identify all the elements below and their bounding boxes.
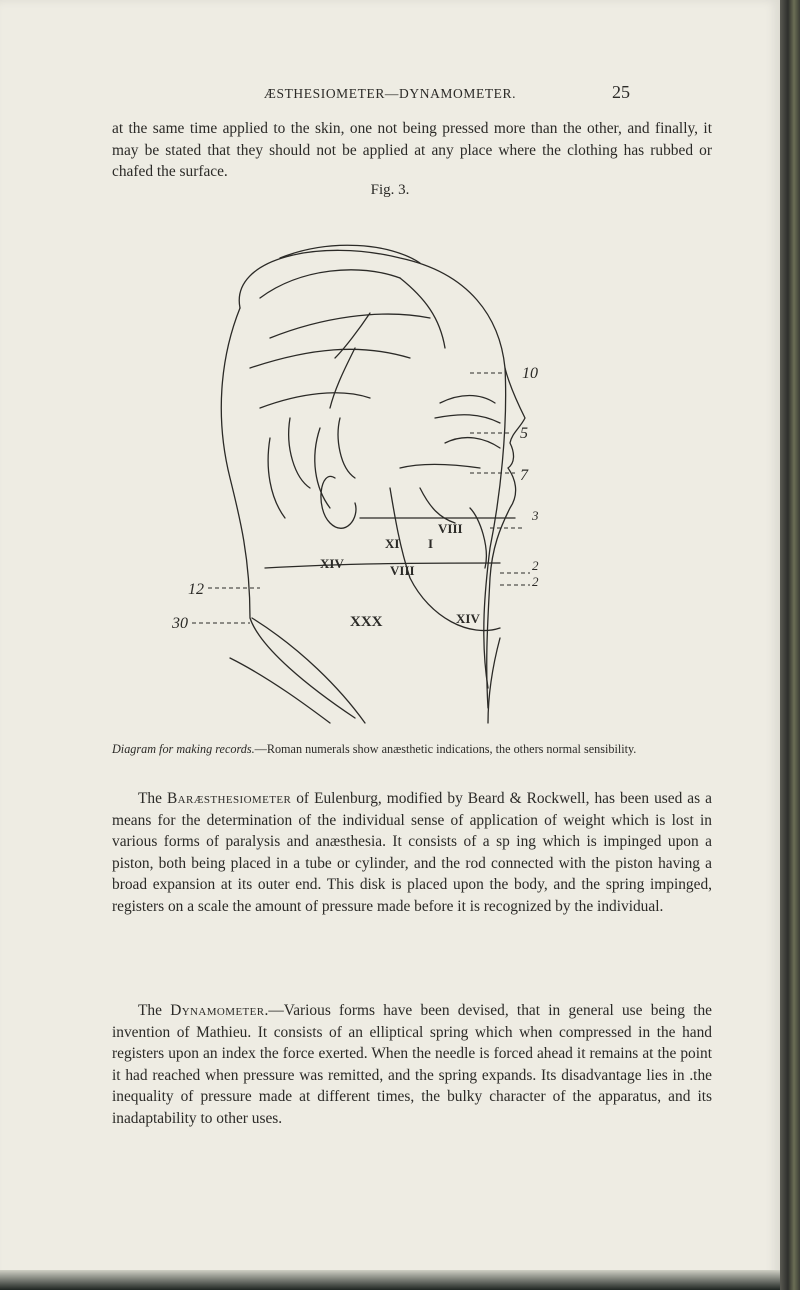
label-30: 30 [172, 615, 188, 632]
page-header [0, 82, 780, 108]
roman-viii-upper: VIII [438, 521, 463, 536]
dynamometer-paragraph [112, 1000, 712, 1130]
roman-xiv-upper: XIV [320, 556, 344, 571]
roman-xi: XI [385, 536, 400, 551]
label-5: 5 [520, 425, 528, 442]
label-3: 3 [532, 508, 539, 523]
roman-i: I [428, 536, 434, 551]
baraesthesiometer-term: Baræsthesiometer [166, 790, 292, 807]
figure-caption [112, 740, 712, 758]
label-2a: 2 [532, 558, 539, 573]
para2-lead: The [138, 1002, 171, 1019]
dynamometer-text: .—Various forms have been devised, that in general use being the invention of Mathieu. It consists of an elliptical spring which when compressed in the hand registers upon an index the force exerted. When the needle is forced ahead it remains at the point it had reached when pressure was remitted, and the spring expands. Its disadvantage lies in .the inequality of pressure made at different times, the bulky character of the apparatus, and its inadaptability to other uses. [112, 1002, 712, 1127]
caption-title: Diagram for making records. [112, 742, 255, 756]
roman-xxx: XXX [350, 614, 383, 630]
continuation-text: at the same time applied to the skin, one not being pressed more than the other, and finally, it may be stated that they should not be applied at any place where the clothing has rubbed or chafed the surface. [112, 120, 712, 181]
label-2b: 2 [532, 574, 539, 589]
caption-text: —Roman numerals show anæsthetic indications, the others normal sensibility. [254, 742, 637, 756]
running-head: ÆSTHESIOMETER—DYNAMOMETER. [263, 86, 517, 101]
head-diagram [170, 218, 610, 728]
scan-bottom-edge [0, 1270, 780, 1290]
baraesthesiometer-paragraph [112, 788, 712, 918]
roman-xiv-lower: XIV [456, 611, 480, 626]
figure-label: Fig. 3. [370, 182, 410, 198]
label-12: 12 [188, 581, 204, 598]
label-10: 10 [522, 365, 538, 382]
para1-lead: The [138, 790, 167, 807]
label-7: 7 [520, 467, 528, 484]
roman-viii-lower: VIII [390, 563, 415, 578]
book-binding-edge [780, 0, 800, 1290]
head-diagram-figure [170, 218, 610, 728]
dynamometer-term: Dynamometer [170, 1002, 265, 1019]
continuation-paragraph [112, 118, 712, 183]
page-number: 25 [612, 82, 630, 102]
back-of-head [221, 308, 355, 718]
baraesthesiometer-text: of Eulenburg, modified by Beard & Rockwell, has been used as a means for the determination of the individual sense of application of weight which is lost in various forms of paralysis and anæsthesia. It consists of a sp ing which is impinged upon a piston, both being placed in a tube or cylinder, and the rod connected with the piston having a broad expansion at its outer end. This disk is placed upon the body, and the spring impinged, registers on a scale the amount of pressure made before it is recognized by the individual. [112, 790, 712, 915]
